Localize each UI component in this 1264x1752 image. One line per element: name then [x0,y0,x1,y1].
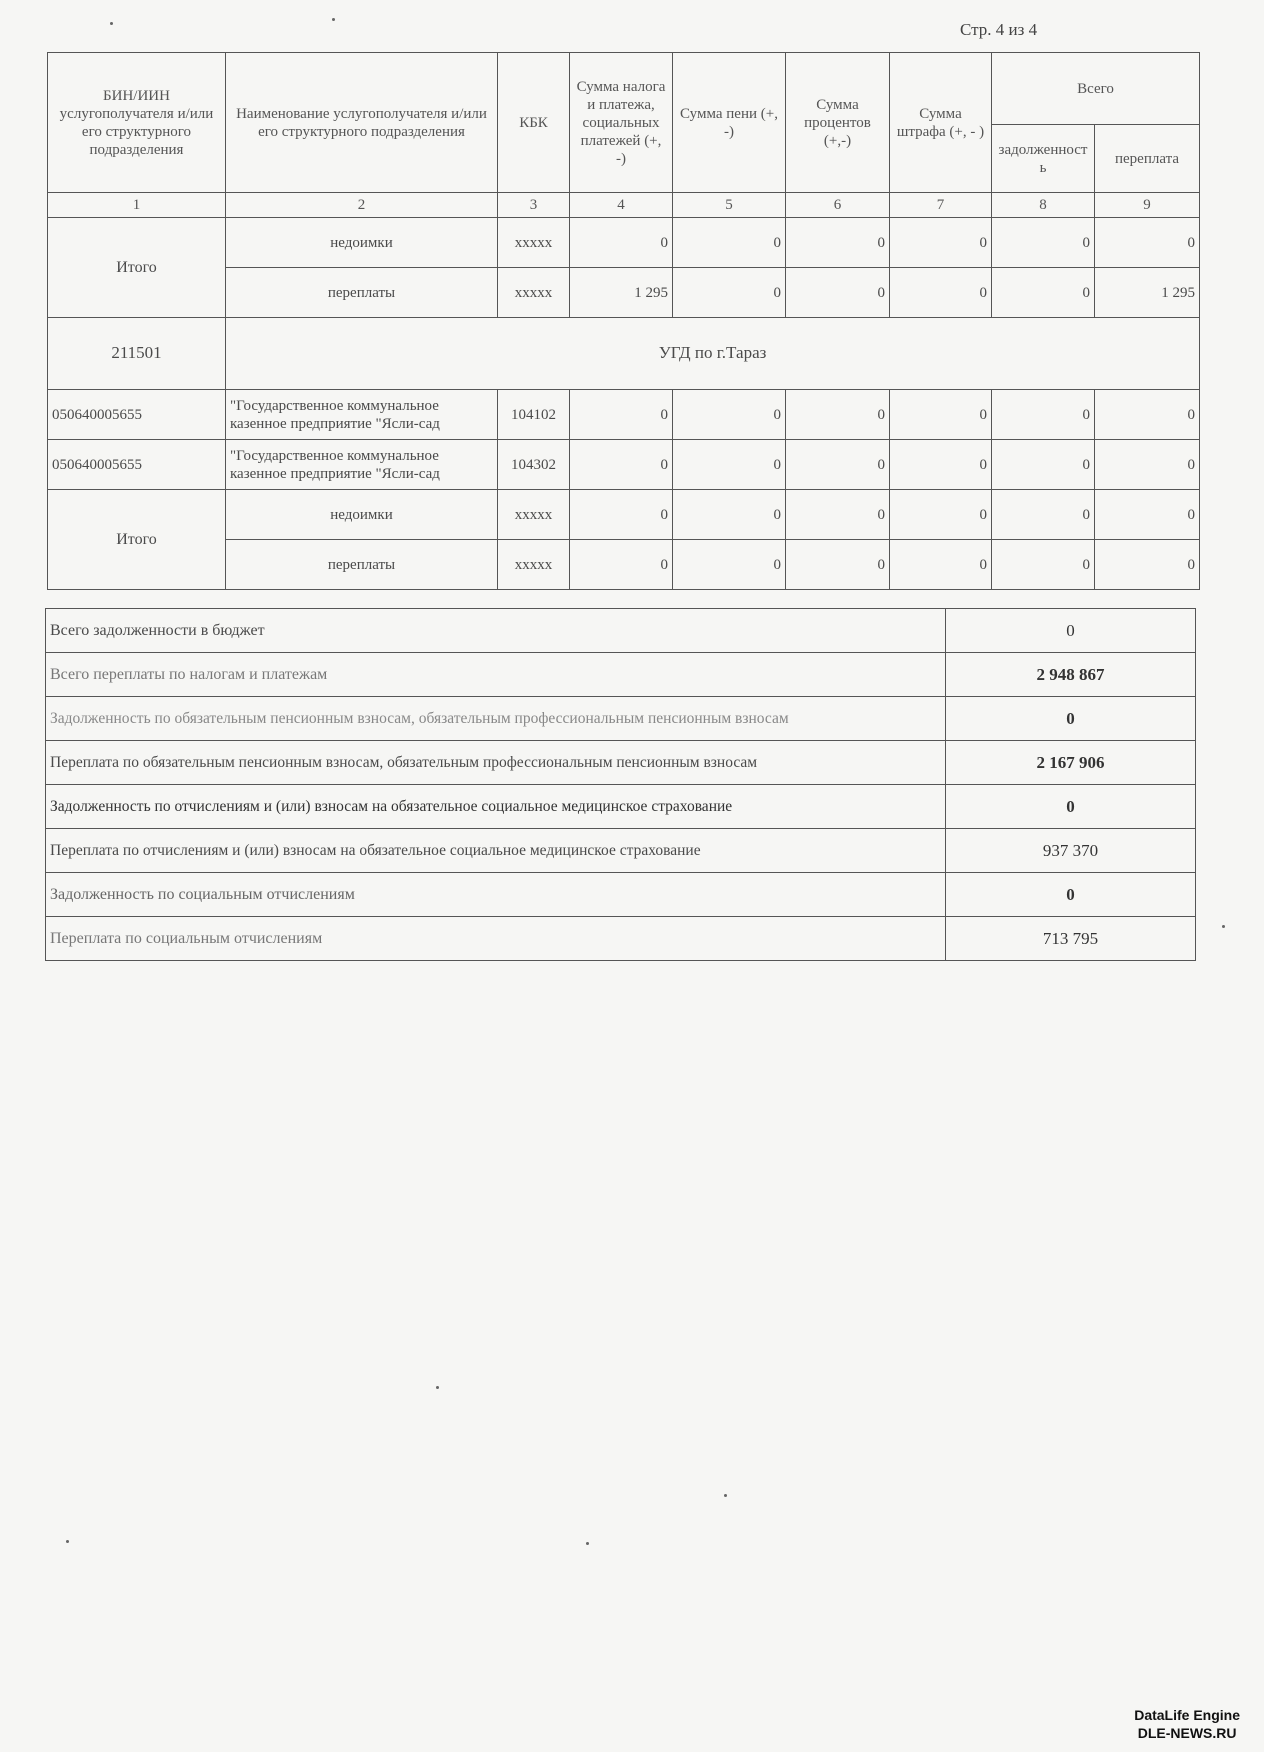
summary-label: Переплата по обязательным пенсионным взносам, обязательным профессиональным пенсионным взносам [46,741,946,785]
summary-value: 0 [946,873,1196,917]
col-number: 2 [226,193,498,218]
penalty-cell: 0 [673,490,786,540]
header-penalty-sum: Сумма пени (+, -) [673,53,786,193]
tax-cell: 0 [570,540,673,590]
scan-speck [586,1542,589,1545]
org-name-cell [226,440,498,490]
col-number: 8 [992,193,1095,218]
site-watermark [1134,1706,1240,1742]
section-row [48,318,1200,390]
col-number: 6 [786,193,890,218]
itogo-label: Итого [48,490,226,590]
header-total: Всего [992,53,1200,125]
page-number: Стр. 4 из 4 [960,20,1038,39]
col-number: 5 [673,193,786,218]
penalty-cell: 0 [673,540,786,590]
scan-speck [110,22,113,25]
kbk-cell: 104302 [498,440,570,490]
debt-cell: 0 [992,268,1095,318]
interest-cell: 0 [786,268,890,318]
table-row [48,390,1200,440]
org-name-cell [226,390,498,440]
summary-value: 0 [946,785,1196,829]
header-interest-sum: Сумма процентов (+,-) [786,53,890,193]
row-label-arrears: недоимки [226,218,498,268]
org-name-line: казенное предприятие "Ясли-сад [230,465,440,482]
overpayment-cell: 0 [1095,440,1200,490]
summary-row [46,873,1196,917]
debt-cell: 0 [992,218,1095,268]
table-row [48,218,1200,268]
summary-label: Задолженность по социальным отчислениям [46,873,946,917]
fine-cell: 0 [890,268,992,318]
scan-speck [724,1494,727,1497]
itogo-label: Итого [48,218,226,318]
bin-cell: 050640005655 [48,390,226,440]
col-number: 1 [48,193,226,218]
header-tax-sum: Сумма налога и платежа, социальных платежей (+, -) [570,53,673,193]
penalty-cell: 0 [673,268,786,318]
kbk-cell: 104102 [498,390,570,440]
penalty-cell: 0 [673,390,786,440]
debt-table [47,52,1200,590]
summary-label: Всего задолженности в бюджет [46,609,946,653]
debt-cell: 0 [992,490,1095,540]
kbk-cell: ххххх [498,268,570,318]
kbk-cell: ххххх [498,540,570,590]
tax-cell: 1 295 [570,268,673,318]
summary-label: Всего переплаты по налогам и платежам [46,653,946,697]
bin-cell: 050640005655 [48,440,226,490]
tax-cell: 0 [570,390,673,440]
org-name-line: "Государственное коммунальное [230,447,439,464]
summary-label: Задолженность по обязательным пенсионным взносам, обязательным профессиональным пенсионным взносам [46,697,946,741]
col-number: 9 [1095,193,1200,218]
interest-cell: 0 [786,540,890,590]
column-number-row [48,193,1200,218]
summary-label: Переплата по социальным отчислениям [46,917,946,961]
table-row [48,490,1200,540]
summary-row [46,917,1196,961]
scan-speck [66,1540,69,1543]
summary-label: Переплата по отчислениям и (или) взносам на обязательное социальное медицинское страхование [46,829,946,873]
summary-value: 2 167 906 [946,741,1196,785]
debt-cell: 0 [992,540,1095,590]
summary-value: 0 [946,609,1196,653]
watermark-line: DataLife Engine [1134,1707,1240,1723]
header-fine-sum: Сумма штрафа (+, - ) [890,53,992,193]
summary-row [46,829,1196,873]
fine-cell: 0 [890,390,992,440]
overpayment-cell: 0 [1095,218,1200,268]
col-number: 7 [890,193,992,218]
summary-row [46,741,1196,785]
tax-cell: 0 [570,218,673,268]
scan-speck [332,18,335,21]
summary-value: 2 948 867 [946,653,1196,697]
interest-cell: 0 [786,440,890,490]
overpayment-cell: 0 [1095,390,1200,440]
fine-cell: 0 [890,218,992,268]
org-name-line: "Государственное коммунальное [230,397,439,414]
org-name-line: казенное предприятие "Ясли-сад [230,415,440,432]
section-code: 211501 [48,318,226,390]
header-overpayment: переплата [1095,125,1200,193]
fine-cell: 0 [890,490,992,540]
summary-value: 713 795 [946,917,1196,961]
header-debt: задолженность [992,125,1095,193]
section-name: УГД по г.Тараз [226,318,1200,390]
header-bin: БИН/ИИН услугополучателя и/или его структурного подразделения [48,53,226,193]
kbk-cell: ххххх [498,490,570,540]
interest-cell: 0 [786,490,890,540]
interest-cell: 0 [786,390,890,440]
row-label-overpayments: переплаты [226,540,498,590]
summary-row [46,653,1196,697]
fine-cell: 0 [890,440,992,490]
summary-value: 0 [946,697,1196,741]
scan-speck [1222,925,1225,928]
tax-cell: 0 [570,440,673,490]
interest-cell: 0 [786,218,890,268]
summary-row [46,609,1196,653]
header-kbk: КБК [498,53,570,193]
col-number: 3 [498,193,570,218]
row-label-arrears: недоимки [226,490,498,540]
overpayment-cell: 0 [1095,540,1200,590]
overpayment-cell: 0 [1095,490,1200,540]
tax-cell: 0 [570,490,673,540]
scan-speck [436,1386,439,1389]
debt-cell: 0 [992,440,1095,490]
kbk-cell: ххххх [498,218,570,268]
summary-row [46,785,1196,829]
header-name: Наименование услугополучателя и/или его структурного подразделения [226,53,498,193]
overpayment-cell: 1 295 [1095,268,1200,318]
summary-row [46,697,1196,741]
debt-cell: 0 [992,390,1095,440]
penalty-cell: 0 [673,440,786,490]
penalty-cell: 0 [673,218,786,268]
summary-label: Задолженность по отчислениям и (или) взносам на обязательное социальное медицинское страхование [46,785,946,829]
col-number: 4 [570,193,673,218]
summary-table [45,608,1196,961]
table-row [48,440,1200,490]
row-label-overpayments: переплаты [226,268,498,318]
summary-value: 937 370 [946,829,1196,873]
watermark-line: DLE-NEWS.RU [1137,1725,1237,1741]
fine-cell: 0 [890,540,992,590]
